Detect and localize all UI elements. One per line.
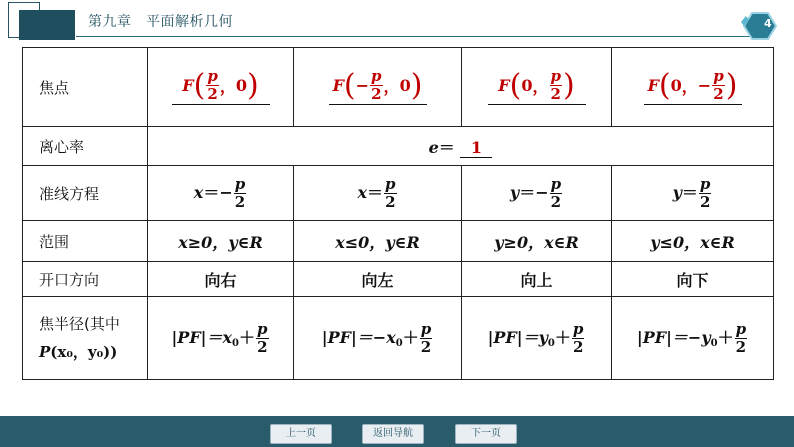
- table-row-directrix: [23, 166, 774, 221]
- focal-radius-cell-2: $|PF|=-x_0+$ $\frac{p}{2}$: [294, 297, 462, 380]
- table-row-eccentricity: [23, 127, 774, 166]
- opening-cell-3: 向上: [462, 262, 612, 297]
- range-cell-3: y≥0，x∈R: [462, 221, 612, 262]
- focal-radius-cell-1: $|PF|=x_0+$ $\frac{p}{2}$: [148, 297, 294, 380]
- page-badge-icon: [740, 8, 780, 44]
- focal-radius-cell-3: $|PF|=y_0+$ $\frac{p}{2}$: [462, 297, 612, 380]
- row-label-directrix: 准线方程: [23, 166, 148, 221]
- header-divider: [76, 36, 756, 37]
- table-row-focus: [23, 48, 774, 127]
- opening-cell-1: 向右: [148, 262, 294, 297]
- directrix-cell-1: x＝− $\frac{p}{2}$: [148, 166, 294, 221]
- focus-cell-1: F ( $\frac{p}{2}$ ， 0 ): [148, 48, 294, 127]
- prev-page-button[interactable]: 上一页: [270, 424, 332, 444]
- footer-nav-bar: [0, 416, 794, 447]
- focal-radius-cell-4: $|PF|=-y_0+$ $\frac{p}{2}$: [612, 297, 774, 380]
- focus-cell-4: F ( 0 ， − $\frac{p}{2}$ ): [612, 48, 774, 127]
- page-number: 4: [764, 17, 772, 30]
- row-label-focus: 焦点: [23, 48, 148, 127]
- chapter-title: 第九章 平面解析几何: [88, 14, 233, 30]
- range-cell-2: x≤0，y∈R: [294, 221, 462, 262]
- parabola-properties-table: [22, 47, 774, 380]
- row-label-opening: 开口方向: [23, 262, 148, 297]
- return-nav-button[interactable]: 返回导航: [362, 424, 424, 444]
- row-label-focal-radius: 焦半径(其中 P(x₀，y₀)): [23, 297, 148, 380]
- focus-cell-2: F ( − $\frac{p}{2}$ ， 0 ): [294, 48, 462, 127]
- opening-cell-2: 向左: [294, 262, 462, 297]
- opening-cell-4: 向下: [612, 262, 774, 297]
- header-decor-block: [19, 10, 75, 40]
- range-cell-1: x≥0，y∈R: [148, 221, 294, 262]
- focus-cell-3: F ( 0 ， $\frac{p}{2}$ ): [462, 48, 612, 127]
- range-cell-4: y≤0，x∈R: [612, 221, 774, 262]
- next-page-button[interactable]: 下一页: [455, 424, 517, 444]
- eccentricity-cell: e＝ 1: [148, 127, 774, 166]
- table-row-focal-radius: [23, 297, 774, 380]
- directrix-cell-4: y＝ $\frac{p}{2}$: [612, 166, 774, 221]
- directrix-cell-2: x＝ $\frac{p}{2}$: [294, 166, 462, 221]
- row-label-eccentricity: 离心率: [23, 127, 148, 166]
- directrix-cell-3: y＝− $\frac{p}{2}$: [462, 166, 612, 221]
- table-row-range: [23, 221, 774, 262]
- row-label-range: 范围: [23, 221, 148, 262]
- table-row-opening: [23, 262, 774, 297]
- eccentricity-answer: 1: [460, 138, 492, 158]
